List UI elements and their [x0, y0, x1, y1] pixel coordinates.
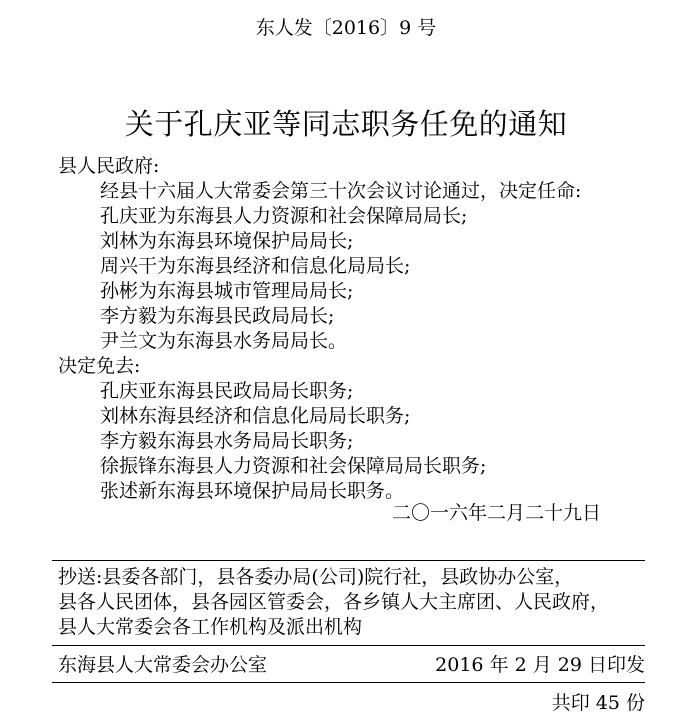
issuer-name: 东海县人大常委会办公室	[58, 654, 268, 676]
appointment-item: 刘林为东海县环境保护局局长;	[100, 230, 354, 252]
removal-item: 张述新东海县环境保护局局长职务。	[100, 480, 405, 502]
divider-middle	[52, 645, 645, 646]
appointment-item: 孙彬为东海县城市管理局局长;	[100, 280, 354, 302]
appointment-item: 孔庆亚为东海县人力资源和社会保障局局长;	[100, 205, 468, 227]
removal-item: 刘林东海县经济和信息化局局长职务;	[100, 405, 411, 427]
intro-paragraph: 经县十六届人大常委会第三十次会议讨论通过，决定任命:	[100, 180, 582, 202]
appointment-item: 李方毅为东海县民政局局长;	[100, 305, 335, 327]
addressee: 县人民政府:	[58, 155, 160, 177]
removal-item: 李方毅东海县水务局局长职务;	[100, 430, 354, 452]
appointment-item: 尹兰文为东海县水务局局长。	[100, 330, 348, 352]
document-number: 东人发〔2016〕9 号	[255, 17, 437, 39]
cc-line: 抄送:县委各部门，县各委办局(公司)院行社，县政协办公室，	[58, 566, 574, 588]
cc-line: 县人大常委会各工作机构及派出机构	[58, 616, 363, 638]
document-title: 关于孔庆亚等同志职务任免的通知	[124, 107, 568, 141]
copies-count: 共印 45 份	[551, 692, 645, 714]
issue-date: 二〇一六年二月二十九日	[392, 502, 602, 524]
removal-item: 徐振锋东海县人力资源和社会保障局局长职务;	[100, 455, 487, 477]
removal-item: 孔庆亚东海县民政局局长职务;	[100, 380, 354, 402]
divider-bottom	[52, 682, 645, 683]
divider-top	[52, 560, 645, 561]
print-date: 2016 年 2 月 29 日印发	[435, 654, 645, 676]
cc-line: 县各人民团体，县各园区管委会，各乡镇人大主席团、人民政府，	[58, 591, 610, 613]
appointment-item: 周兴干为东海县经济和信息化局局长;	[100, 255, 411, 277]
removal-heading: 决定免去:	[58, 355, 141, 377]
